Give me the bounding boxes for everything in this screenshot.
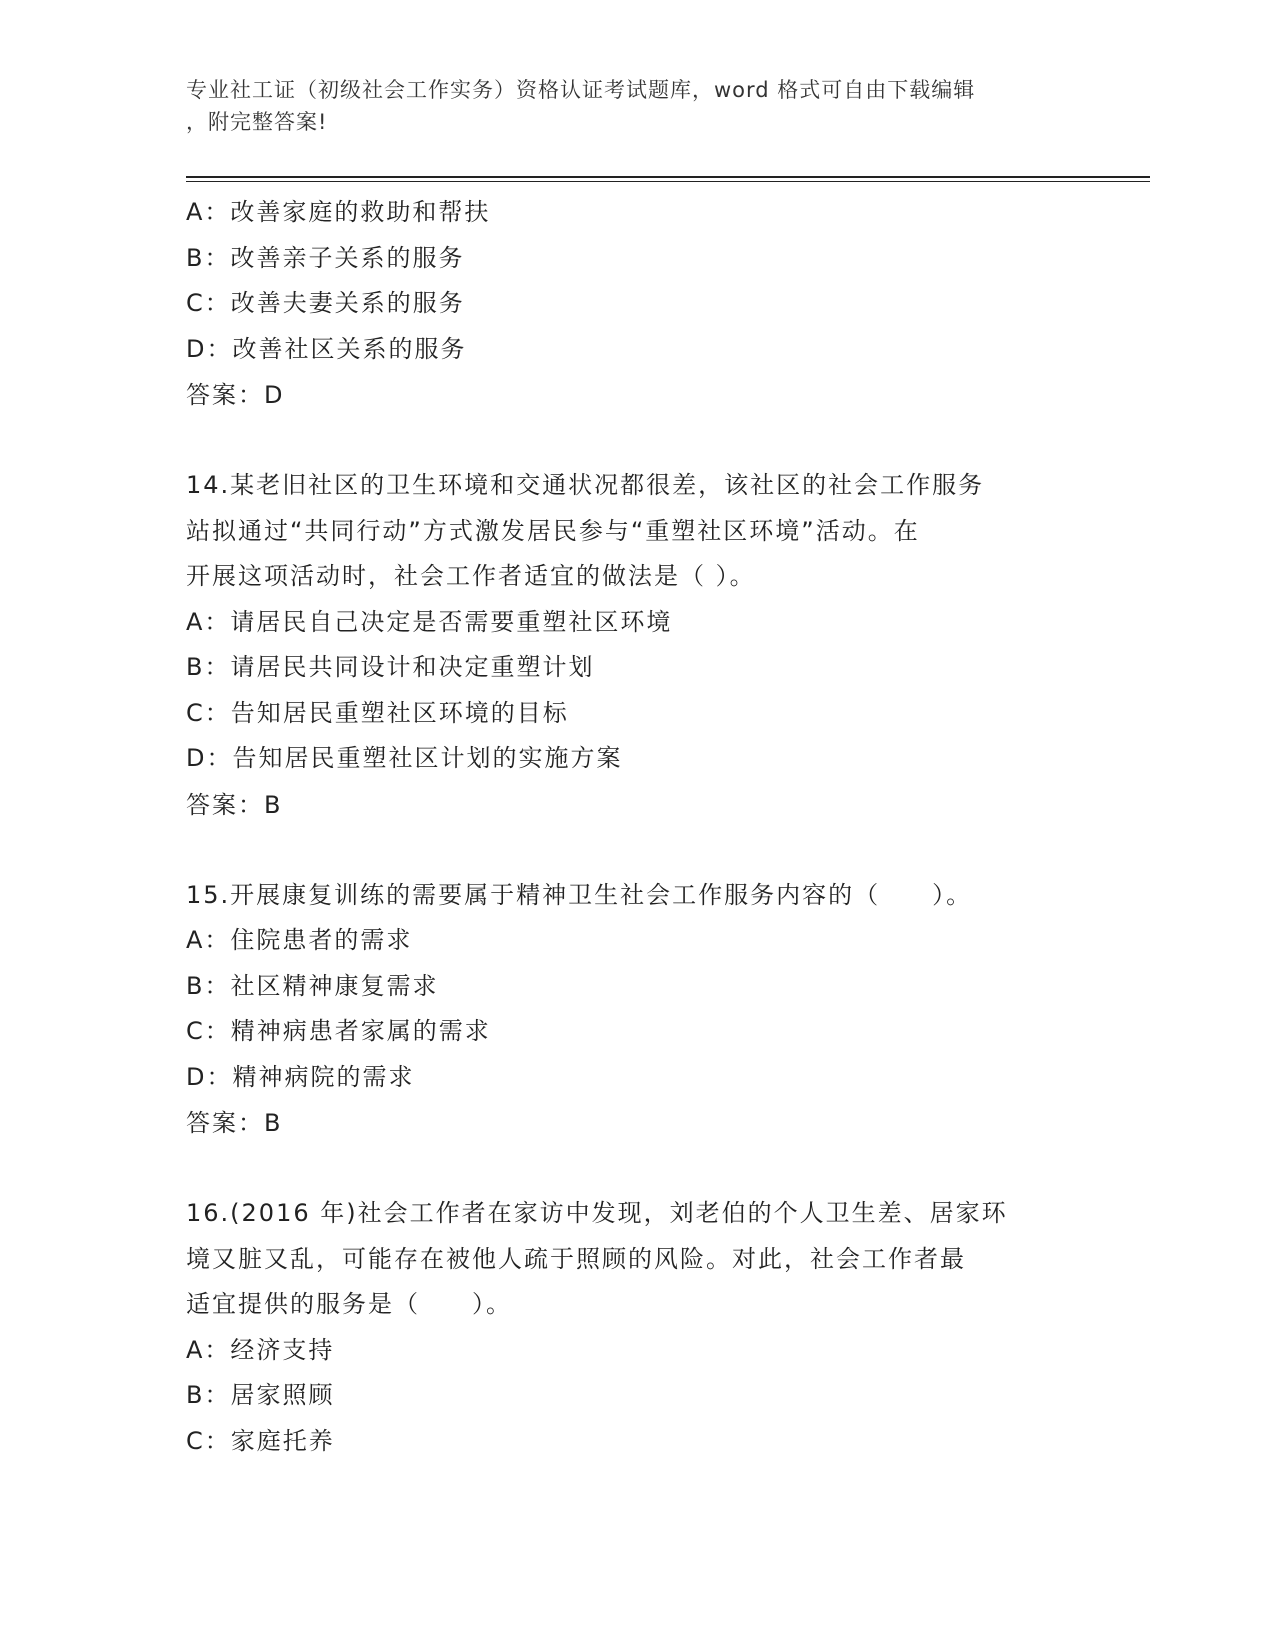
question-spacer: [186, 1146, 1086, 1191]
header-title-line-1: 专业社工证（初级社会工作实务）资格认证考试题库，word 格式可自由下载编辑: [186, 78, 976, 102]
question-stem-line: 站拟通过“共同行动”方式激发居民参与“重塑社区环境”活动。在: [186, 516, 920, 545]
option-d: D：改善社区关系的服务: [186, 334, 467, 363]
question-14: [186, 463, 1086, 828]
question-stem-line: 适宜提供的服务是（ ）。: [186, 1290, 512, 1318]
question-stem-line: 14.某老旧社区的卫生环境和交通状况都很差，该社区的社会工作服务: [186, 471, 985, 499]
question-stem-line: 境又脏又乱，可能存在被他人疏于照顾的风险。对此，社会工作者最: [186, 1244, 966, 1273]
answer-line: 答案：D: [186, 381, 285, 409]
option-c: C：精神病患者家属的需求: [186, 1017, 491, 1045]
question-list: [186, 190, 1086, 1464]
option-d: D：精神病院的需求: [186, 1062, 415, 1091]
option-a: A：住院患者的需求: [186, 926, 413, 954]
answer-line: 答案：B: [186, 790, 283, 819]
option-b: B：请居民共同设计和决定重塑计划: [186, 653, 595, 681]
option-c: C：告知居民重塑社区环境的目标: [186, 698, 569, 727]
option-a: A：请居民自己决定是否需要重塑社区环境: [186, 607, 673, 636]
question-stem-line: 15.开展康复训练的需要属于精神卫生社会工作服务内容的（ ）。: [186, 880, 973, 909]
option-b: B：改善亲子关系的服务: [186, 243, 465, 272]
question-13: [186, 190, 1086, 418]
option-a: A：改善家庭的救助和帮扶: [186, 198, 491, 226]
option-b: B：社区精神康复需求: [186, 971, 439, 1000]
answer-line: 答案：B: [186, 1109, 283, 1137]
page-header: [186, 74, 1066, 138]
header-title-line-2: ，附完整答案!: [186, 110, 328, 134]
question-15: [186, 873, 1086, 1147]
option-d: D：告知居民重塑社区计划的实施方案: [186, 744, 623, 772]
option-c: C：家庭托养: [186, 1426, 335, 1455]
question-stem-line: 开展这项活动时，社会工作者适宜的做法是（ ）。: [186, 562, 756, 590]
question-stem-line: 16.(2016 年)社会工作者在家访中发现，刘老伯的个人卫生差、居家环: [186, 1199, 1008, 1227]
question-spacer: [186, 828, 1086, 873]
header-rule-thick: [186, 176, 1150, 178]
question-spacer: [186, 418, 1086, 463]
option-b: B：居家照顾: [186, 1381, 335, 1409]
question-16: [186, 1191, 1086, 1464]
header-rule-thin: [186, 181, 1150, 182]
option-a: A：经济支持: [186, 1335, 335, 1364]
option-c: C：改善夫妻关系的服务: [186, 289, 465, 317]
